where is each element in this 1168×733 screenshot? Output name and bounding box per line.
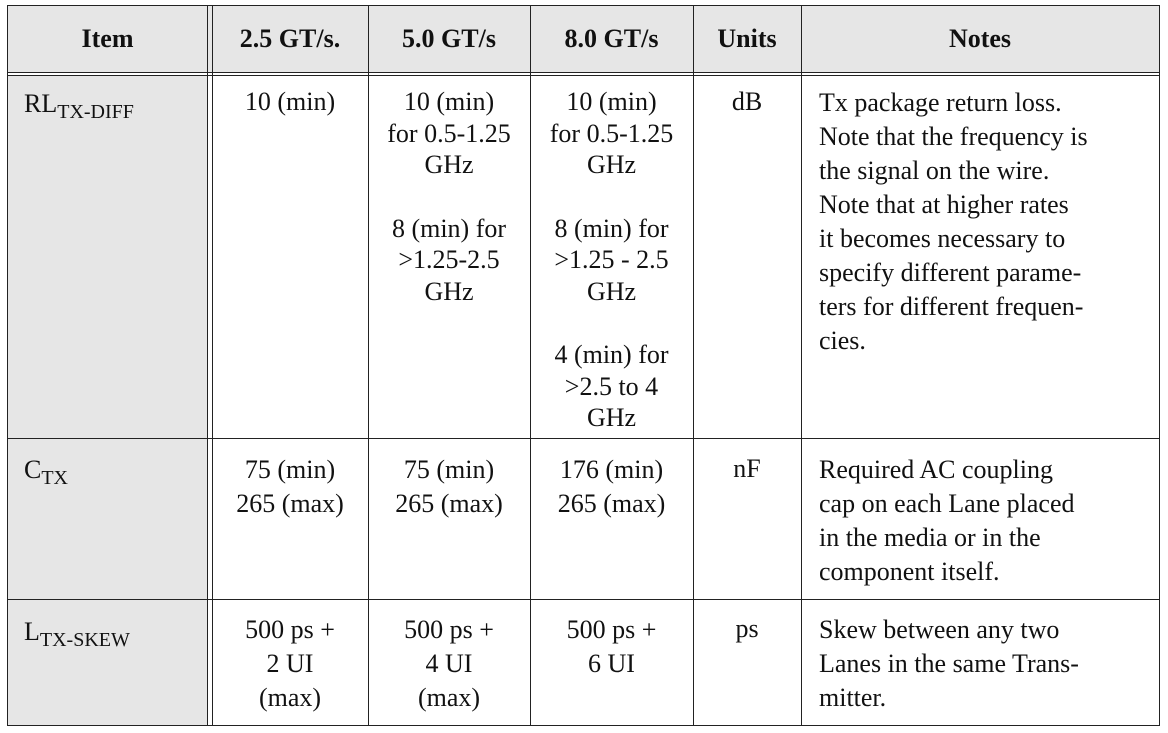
cell-line: 6 UI [588, 649, 635, 678]
cell-line: GHz [586, 276, 637, 306]
cell-line: >1.25 - 2.5 [554, 245, 669, 274]
item-subscript: TX-DIFF [57, 101, 134, 123]
row-item-c-tx [24, 454, 204, 495]
cell-line: 500 ps + [404, 615, 494, 644]
cell-line: 500 ps + [245, 615, 335, 644]
cell-line: 4 UI [425, 649, 473, 678]
item-symbol: L [24, 617, 40, 646]
item-subscript: TX [41, 467, 69, 489]
notes-line: Note that the frequency is [819, 122, 1088, 151]
row-item-rl-tx-diff [24, 88, 204, 129]
cell-line: >2.5 to 4 [564, 371, 659, 401]
row-rule [8, 599, 1159, 600]
cell-units: dB [731, 87, 763, 116]
cell-r50 [368, 453, 530, 521]
cell-line: 500 ps + [566, 615, 657, 644]
cell-notes [809, 613, 1159, 715]
notes-line: Required AC coupling [819, 455, 1053, 484]
notes-line: Lanes in the same Trans- [819, 649, 1079, 678]
cell-r80 [530, 86, 693, 434]
notes-line: the signal on the wire. [819, 156, 1050, 185]
cell-line: 176 (min) [559, 455, 664, 484]
cell-line: 4 (min) for [554, 340, 669, 369]
row-item-l-tx-skew [24, 616, 204, 657]
notes-line: ters for different frequen- [819, 292, 1084, 321]
cell-line: GHz [586, 150, 637, 179]
cell-line: 8 (min) for [391, 213, 507, 243]
notes-line: specify different parame- [819, 258, 1082, 287]
cell-line: for 0.5-1.25 [549, 118, 674, 148]
header-5-0gts: 5.0 GT/s [402, 24, 496, 53]
item-subscript: TX-SKEW [39, 629, 130, 651]
header-8-0gts: 8.0 GT/s [564, 24, 659, 53]
cell-r50 [368, 613, 530, 715]
item-symbol: C [24, 455, 42, 484]
spec-table [7, 5, 1160, 726]
notes-line: component itself. [819, 557, 1000, 586]
cell-line: GHz [424, 150, 474, 179]
cell-line: 265 (max) [236, 489, 344, 518]
notes-line: Note that at higher rates [819, 190, 1069, 219]
cell-line: GHz [586, 403, 637, 432]
cell-line: (max) [417, 683, 481, 712]
cell-line: 10 (min) [244, 87, 336, 116]
cell-notes [809, 453, 1159, 589]
row-rule [8, 438, 1159, 439]
cell-line: GHz [424, 276, 474, 306]
cell-r25 [212, 613, 368, 715]
cell-line: 75 (min) [244, 455, 336, 484]
col-rule [207, 6, 208, 725]
header-units: Units [717, 24, 777, 53]
notes-line: Tx package return loss. [819, 88, 1062, 117]
cell-r25 [212, 453, 368, 521]
header-2-5gts: 2.5 GT/s. [239, 24, 341, 53]
notes-line: mitter. [819, 683, 887, 712]
item-symbol: RL [24, 89, 58, 118]
cell-line: 8 (min) for [554, 213, 669, 243]
cell-line: (max) [258, 683, 322, 712]
notes-line: in the media or in the [819, 523, 1041, 552]
cell-line: 265 (max) [557, 489, 666, 518]
notes-line: cies. [819, 326, 866, 355]
cell-notes [809, 86, 1159, 358]
cell-r80 [530, 453, 693, 521]
notes-line: it becomes necessary to [819, 224, 1066, 253]
notes-line: Skew between any two [819, 615, 1060, 644]
cell-units: nF [733, 454, 761, 483]
cell-r80 [530, 613, 693, 681]
cell-r50 [368, 86, 530, 307]
cell-line: 75 (min) [403, 455, 495, 484]
cell-r25 [212, 86, 368, 118]
notes-line: cap on each Lane placed [819, 489, 1075, 518]
cell-line: 10 (min) [566, 87, 657, 116]
cell-line: 2 UI [266, 649, 314, 678]
col-rule [801, 6, 802, 725]
cell-line: 10 (min) [403, 87, 495, 116]
header-notes: Notes [948, 24, 1012, 53]
item-shade-1 [8, 76, 207, 438]
cell-line: >1.25-2.5 [398, 245, 500, 274]
header-item: Item [81, 24, 134, 53]
cell-line: for 0.5-1.25 [387, 118, 511, 148]
cell-line: 265 (max) [395, 489, 503, 518]
cell-units: ps [735, 614, 759, 643]
